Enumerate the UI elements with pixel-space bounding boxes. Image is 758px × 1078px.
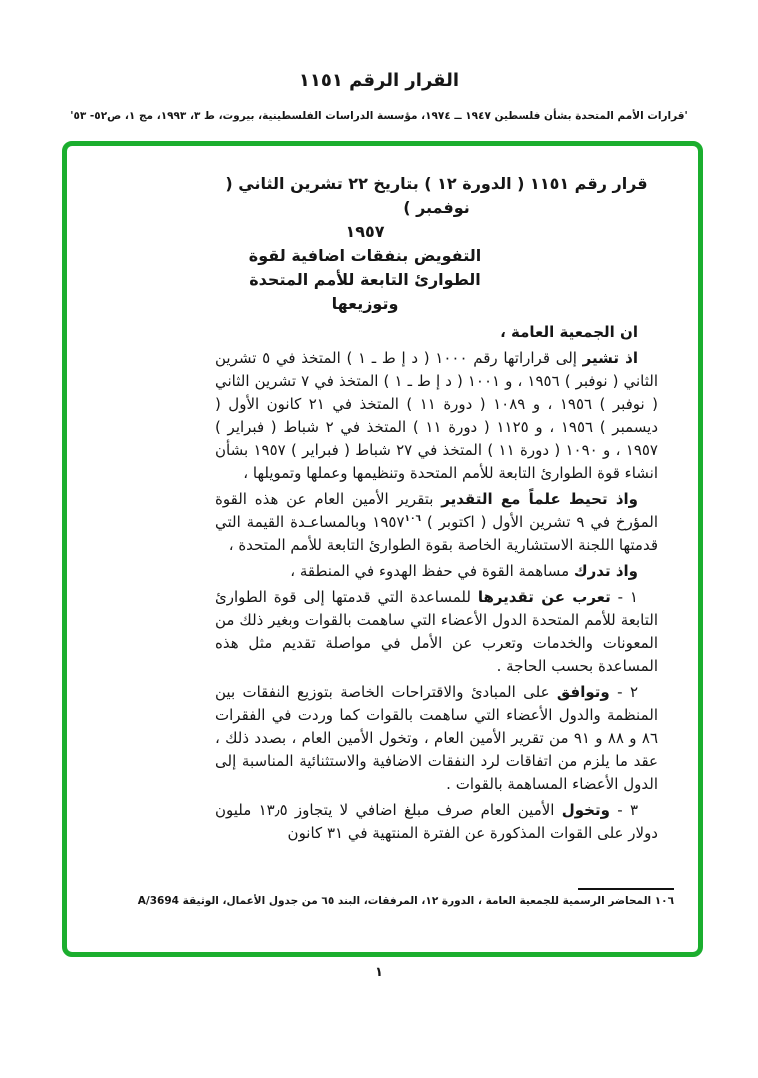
document-frame [62,141,703,957]
paragraph-text: للمساعدة التي قدمتها إلى قوة الطوارئ التابعة للأمم المتحدة الدول الأعضاء التي ساهمت بالقوات وبغير ذلك من المعونات والخدمات وتعرب عن الأمل في مواصلة تقديم مثل هذه المساعدة بحسب الحاجة . [215,588,658,675]
text-column [137,146,674,952]
page-number: ١ [375,965,383,980]
page-title: القرار الرقم ١١٥١ [298,70,460,91]
paragraph-lead: واذ تحيط علماً مع التقدير [441,490,638,508]
paragraph-number: ٢ - [609,683,638,701]
source-citation: 'قرارات الأمم المتحدة بشأن فلسطين ١٩٤٧ ــ ١٩٧٤، مؤسسة الدراسات الفلسطينية، بيروت، ط ٣، ١٩٩٣، مج ١، ص٥٢- ٥٣' [70,110,688,122]
resolution-body [215,321,658,845]
resolution-subtitle-1: التفويض بنفقات اضافية لقوة [248,246,482,265]
paragraph-number: ١ - [610,588,638,606]
paragraph-lead: وتخول [561,801,610,819]
resolution-heading-line: قرار رقم ١١٥١ ( الدورة ١٢ ) بتاريخ ٢٢ تشرين الثاني ( نوفمبر ) [225,174,648,217]
footnote-text [137,895,674,907]
paragraph-lead: واذ تدرك [573,562,638,580]
paragraph-text: وبالمساعـدة القيمة التي قدمتها اللجنة الاستشارية الخاصة بقوة الطوارئ التابعة للأمم المتحدة ، [215,513,658,554]
footnote-ref-marker: ١٠٦ [404,514,421,524]
footnote [137,888,674,907]
footnote-citation: المحاضر الرسمية للجمعية العامة ، الدورة ١٢، المرفقات، البند ٦٥ من جدول الأعمال، الوثيقة A/3694 [137,895,652,907]
paragraph-number: ٣ - [609,801,638,819]
paragraph-lead: وتوافق [556,683,610,701]
resolution-year: ١٩٥٧ [345,222,385,241]
para-operative-2 [215,681,658,796]
paragraph-text: بتقرير الأمين العام عن هذه القوة المؤرخ في ٩ تشرين الأول ( اكتوبر ) ١٩٥٧ [215,490,658,531]
resolution-heading-group [215,220,515,316]
para-operative-1 [215,586,658,678]
para-general-assembly [215,321,658,344]
para-recalling-resolutions [215,347,658,485]
paragraph-lead: تعرب عن تقديرها [477,588,611,606]
resolution-subtitle-2: الطوارئ التابعة للأمم المتحدة [249,270,481,289]
paragraph-text: على المبادئ والاقتراحات الخاصة بتوزيع النفقات بين المنظمة والدول الأعضاء التي ساهمت بالقوات كما وردت في الفقرات ٨٦ و ٨٨ و ٩١ من تقرير الأمين العام ، وتخول الأمين العام ، بصدد ذلك ، عقد ما يلزم من اتفاقات لرد النفقات الاضافية والاستثنائية المناسبة إلى الدول الأعضاء المساهمة بالقوات . [215,683,659,793]
resolution-subtitle-3: وتوزيعها [331,294,399,313]
paragraph-lead: اذ تشير [582,349,639,367]
paragraph-text: مساهمة القوة في حفظ الهدوء في المنطقة ، [290,562,574,580]
paragraph-text: إلى قراراتها رقم ١٠٠٠ ( د إ ط ـ ١ ) المتخذ في ٥ تشرين الثاني ( نوفبر ) ١٩٥٦ ، و ١٠٠١ ( د إ ط ـ ١ ) المتخذ في ٧ تشرين الثاني ( نوفبر ) ١٩٥٦ ، و ١٠٨٩ ( دورة ١١ ) المتخذ في ٢١ كانون الأول ( ديسمبر ) ١٩٥٦ ، و ١١٢٥ ( دورة ١١ ) المتخذ في ٢ شباط ( فبراير ) ١٩٥٧ ، و ١٠٩٠ ( دورة ١١ ) المتخذ في ٢٧ شباط ( فبراير ) ١٩٥٧ بشأن انشاء قوة الطوارئ التابعة للأمم المتحدة وتنظيمها وعملها وتمويلها ، [215,349,659,482]
para-noting-report [215,488,658,557]
footnote-number: ١٠٦ [654,895,674,907]
para-operative-3 [215,799,658,845]
paragraph-text: الأمين العام صرف مبلغ اضافي لا يتجاوز ١٣٫٥ مليون دولار على القوات المذكورة عن الفترة المنتهية في ٣١ كانون [215,801,658,842]
footnote-divider [578,888,674,890]
paragraph-lead: ان الجمعية العامة ، [500,323,638,341]
para-aware-contribution [215,560,658,583]
